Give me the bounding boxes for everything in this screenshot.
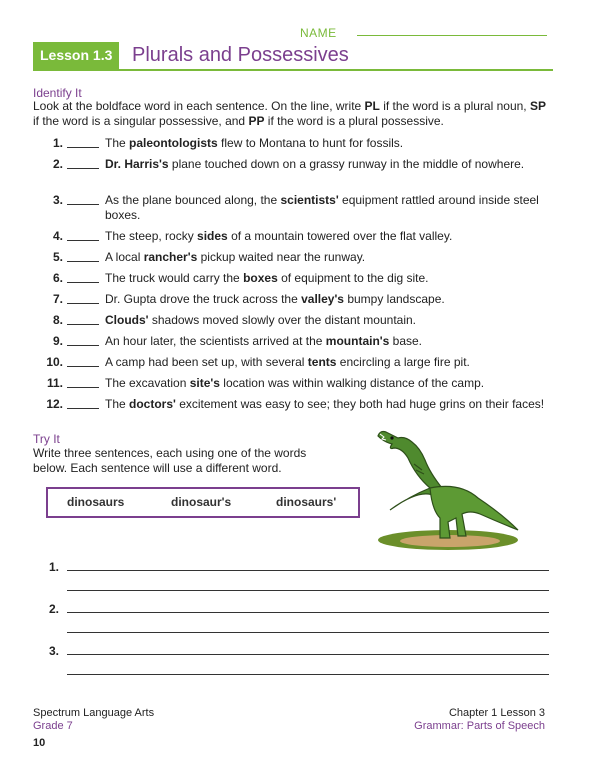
answer-blank[interactable] bbox=[67, 261, 99, 262]
identify-heading: Identify It bbox=[33, 86, 82, 100]
question-number: 5. bbox=[52, 250, 63, 264]
question-text: The doctors' excitement was easy to see; they both had huge grins on their faces! bbox=[105, 397, 545, 411]
question-text: The paleontologists flew to Montana to hunt for fossils. bbox=[105, 136, 404, 150]
answer-blank[interactable] bbox=[67, 366, 99, 367]
question-text: The steep, rocky sides of a mountain towered over the flat valley. bbox=[105, 229, 453, 243]
sentence-row bbox=[33, 602, 553, 622]
question-number: 1. bbox=[52, 136, 63, 150]
boldface-word: doctors' bbox=[129, 397, 176, 411]
question-text: The excavation site's location was within walking distance of the camp. bbox=[105, 376, 485, 390]
question-text: Clouds' shadows moved slowly over the distant mountain. bbox=[105, 313, 416, 327]
footer-grade: Grade 7 bbox=[33, 720, 73, 732]
question-number: 6. bbox=[52, 271, 63, 285]
word-dinosaur-singular-possessive: dinosaur's bbox=[171, 495, 232, 509]
question-number: 4. bbox=[52, 229, 63, 243]
sentence-row bbox=[33, 644, 553, 664]
question-number: 2. bbox=[52, 157, 63, 171]
question-text: A camp had been set up, with several tents encircling a large fire pit. bbox=[105, 355, 470, 369]
boldface-word: rancher's bbox=[143, 250, 198, 264]
dinosaur-illustration bbox=[370, 418, 520, 553]
sentence-row bbox=[33, 560, 553, 580]
word-box bbox=[46, 487, 360, 518]
writing-line[interactable] bbox=[67, 612, 549, 613]
question-text: Dr. Harris's plane touched down on a grassy runway in the middle of nowhere. bbox=[105, 157, 525, 171]
word-dinosaurs-plural-possessive: dinosaurs' bbox=[276, 495, 337, 509]
try-line-2: below. Each sentence will use a different word. bbox=[33, 461, 282, 475]
question-text: As the plane bounced along, the scientists' equipment rattled around inside steel boxes. bbox=[105, 193, 539, 222]
boldface-word: paleontologists bbox=[129, 136, 218, 150]
answer-blank[interactable] bbox=[67, 345, 99, 346]
question-text: An hour later, the scientists arrived at the mountain's base. bbox=[105, 334, 423, 348]
answer-blank[interactable] bbox=[67, 168, 99, 169]
answer-blank[interactable] bbox=[67, 282, 99, 283]
title-rule bbox=[33, 69, 553, 71]
footer-publisher: Spectrum Language Arts bbox=[33, 707, 155, 719]
identify-instructions: Look at the boldface word in each sentence. On the line, write PL if the word is a plural noun, SP if the word is a singular possessive, and PP if the word is a plural possessive. bbox=[33, 99, 546, 128]
question-text: Dr. Gupta drove the truck across the valley's bumpy landscape. bbox=[105, 292, 445, 306]
lesson-title: Plurals and Possessives bbox=[132, 44, 349, 66]
sentence-number: 2. bbox=[48, 602, 59, 616]
footer-chapter: Chapter 1 Lesson 3 bbox=[448, 707, 545, 719]
boldface-word: tents bbox=[307, 355, 337, 369]
question-number: 10. bbox=[46, 355, 63, 369]
sentence-number: 3. bbox=[48, 644, 59, 658]
boldface-word: valley's bbox=[301, 292, 344, 306]
lesson-tab: Lesson 1.3 bbox=[33, 42, 119, 69]
boldface-word: Clouds' bbox=[105, 313, 149, 327]
name-label: NAME bbox=[300, 26, 337, 40]
question-number: 11. bbox=[46, 376, 63, 390]
answer-blank[interactable] bbox=[67, 240, 99, 241]
answer-blank[interactable] bbox=[67, 303, 99, 304]
question-number: 12. bbox=[46, 397, 63, 411]
boldface-word: Dr. Harris's bbox=[105, 157, 169, 171]
writing-line[interactable] bbox=[67, 590, 549, 591]
question-number: 3. bbox=[52, 193, 63, 207]
question-text: The truck would carry the boxes of equipment to the dig site. bbox=[105, 271, 429, 285]
answer-blank[interactable] bbox=[67, 204, 99, 205]
answer-blank[interactable] bbox=[67, 324, 99, 325]
boldface-word: boxes bbox=[243, 271, 278, 285]
try-heading: Try It bbox=[33, 432, 60, 446]
writing-line[interactable] bbox=[67, 570, 549, 571]
question-text: A local rancher's pickup waited near the runway. bbox=[105, 250, 366, 264]
name-field[interactable] bbox=[357, 35, 547, 36]
question-number: 9. bbox=[52, 334, 63, 348]
boldface-word: scientists' bbox=[280, 193, 339, 207]
try-line-1: Write three sentences, each using one of the words bbox=[33, 446, 307, 460]
answer-blank[interactable] bbox=[67, 147, 99, 148]
word-dinosaurs: dinosaurs bbox=[67, 495, 125, 509]
writing-line[interactable] bbox=[67, 654, 549, 655]
question-number: 7. bbox=[52, 292, 63, 306]
answer-blank[interactable] bbox=[67, 408, 99, 409]
name-row bbox=[300, 24, 550, 40]
question-number: 8. bbox=[52, 313, 63, 327]
writing-line[interactable] bbox=[67, 632, 549, 633]
writing-line[interactable] bbox=[67, 674, 549, 675]
footer-topic: Grammar: Parts of Speech bbox=[414, 720, 545, 732]
answer-blank[interactable] bbox=[67, 387, 99, 388]
page-number: 10 bbox=[33, 737, 46, 749]
boldface-word: sides bbox=[197, 229, 228, 243]
boldface-word: site's bbox=[189, 376, 220, 390]
boldface-word: mountain's bbox=[325, 334, 390, 348]
sentence-number: 1. bbox=[48, 560, 59, 574]
